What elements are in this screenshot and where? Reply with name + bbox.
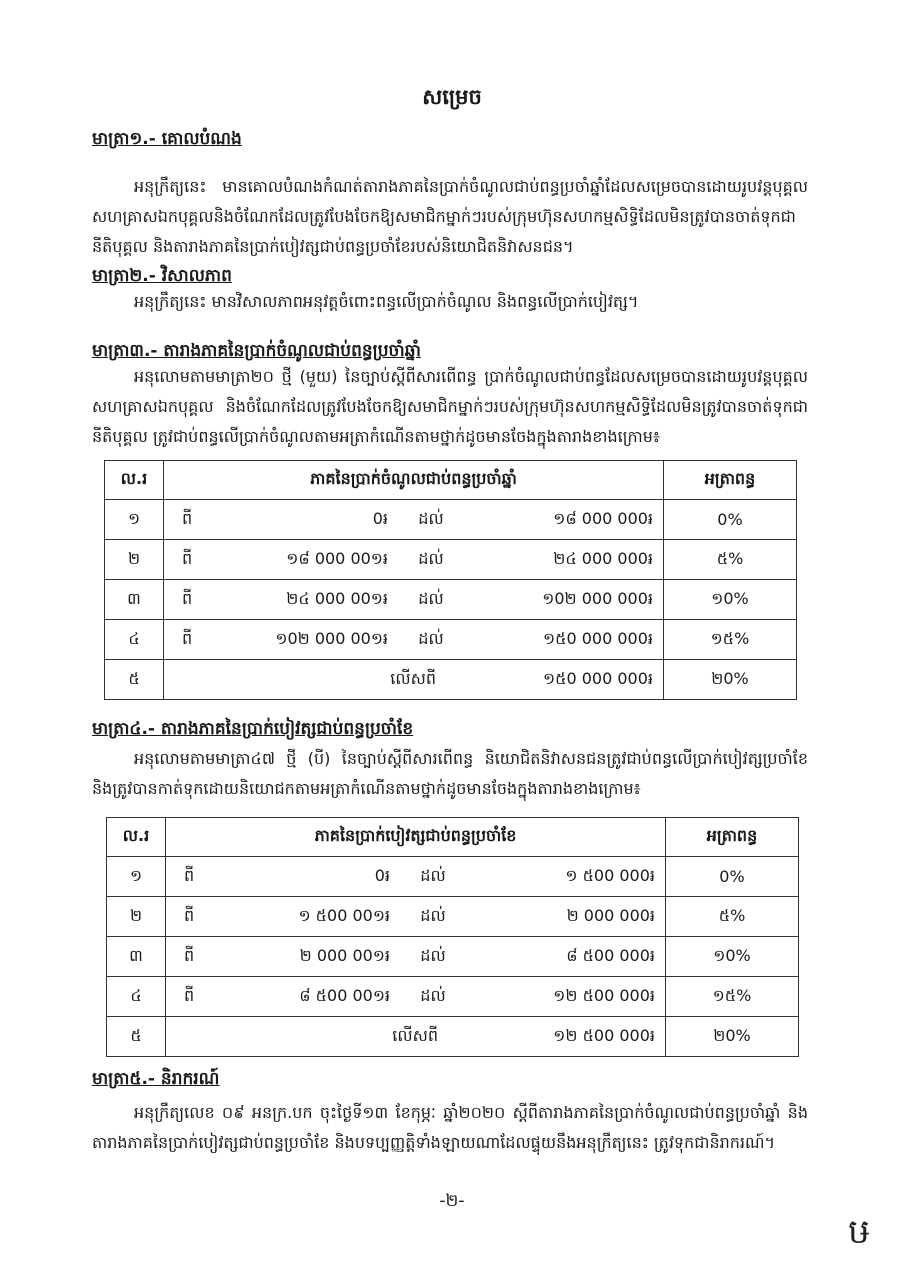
row-no: ១	[107, 857, 166, 897]
table-header-row	[105, 461, 797, 500]
table-row	[107, 897, 799, 937]
article-1-text	[92, 172, 808, 262]
row-min: ២៤ 000 00១៛	[208, 580, 396, 620]
row-from: ពី	[166, 857, 211, 897]
table-row	[105, 580, 797, 620]
row-to: ដល់	[396, 500, 466, 540]
row-no: ២	[105, 540, 164, 580]
article-2-text	[92, 287, 808, 317]
row-to: ដល់	[396, 580, 466, 620]
table-row	[107, 857, 799, 897]
table-row	[105, 660, 797, 700]
row-rate: 0%	[666, 857, 799, 897]
row-max: ១៥0 000 000៛	[466, 660, 664, 700]
page-number: -២-	[439, 1191, 465, 1211]
header-range: ភាគនៃប្រាក់ចំណូលជាប់ពន្ធប្រចាំឆ្នាំ	[164, 461, 664, 500]
row-max: ៨ ៥00 000៛	[468, 937, 666, 977]
header-range: ភាគនៃប្រាក់បៀវត្សជាប់ពន្ធប្រចាំខែ	[166, 818, 666, 857]
article-5-body: អនុក្រឹត្យលេខ ០៩ អនក្រ.បក ចុះថ្ងៃទី១៣ ខែកុម្ភៈ ឆ្នាំ២០២០ ស្តីពីតារាងភាគនៃប្រាក់ចំណូលជាប់ពន្ធប្រចាំឆ្នាំ និងតារាងភាគនៃប្រាក់បៀវត្សជាប់ពន្ធប្រចាំខែ និងបទប្បញ្ញត្តិទាំងឡាយណាដែលផ្ទុយនឹងអនុក្រឹត្យនេះ ត្រូវទុកជានិរាករណ៍។	[92, 1103, 808, 1152]
row-max: ១ ៥00 000៛	[468, 857, 666, 897]
row-over: លើសពី	[166, 1017, 469, 1057]
row-from: ពី	[166, 977, 211, 1017]
row-min: 0៛	[208, 500, 396, 540]
row-min: 0៛	[210, 857, 398, 897]
article-1-body: អនុក្រឹត្យនេះ មានគោលបំណងកំណត់តារាងភាគនៃប្រាក់ចំណូលជាប់ពន្ធប្រចាំឆ្នាំដែលសម្រេចបានដោយរូបវន្តបុគ្គល សហគ្រាសឯកបុគ្គលនិងចំណែកដែលត្រូវបែងចែកឱ្យសមាជិកម្នាក់ៗរបស់ក្រុមហ៊ុនសហកម្មសិទ្ធិដែលមិនត្រូវបានចាត់ទុកជានីតិបុគ្គល និងតារាងភាគនៃប្រាក់បៀវត្សជាប់ពន្ធប្រចាំខែរបស់និយោជិតនិវាសនជន។	[92, 177, 808, 256]
page-title: សម្រេច	[422, 85, 482, 109]
row-rate: ១0%	[666, 937, 799, 977]
row-max: ១៨ 000 000៛	[466, 500, 664, 540]
row-rate: ១៥%	[664, 620, 797, 660]
row-rate: ២0%	[666, 1017, 799, 1057]
article-5-heading: មាត្រា៥.- និរាករណ៍	[92, 1069, 220, 1089]
row-rate: ១0%	[664, 580, 797, 620]
article-4-body: អនុលោមតាមមាត្រា៤៧ ថ្មី (បី) នៃច្បាប់ស្តីពីសារពើពន្ធ និយោជិតនិវាសនជនត្រូវជាប់ពន្ធលើប្រាក់បៀវត្សប្រចាំខែ និងត្រូវបានកាត់ទុកដោយនិយោជកតាមអត្រាកំណើនតាមថ្នាក់ដូចមានចែងក្នុងតារាងខាងក្រោម៖	[92, 749, 808, 798]
row-to: ដល់	[398, 857, 468, 897]
row-max: ១0២ 000 000៛	[466, 580, 664, 620]
row-max: ១២ ៥00 000៛	[468, 977, 666, 1017]
table-row	[105, 500, 797, 540]
header-rate: អត្រាពន្ធ	[664, 461, 797, 500]
row-no: ៣	[105, 580, 164, 620]
row-rate: 0%	[664, 500, 797, 540]
article-3-body: អនុលោមតាមមាត្រា២០ ថ្មី (មួយ) នៃច្បាប់ស្តីពីសារពើពន្ធ ប្រាក់ចំណូលជាប់ពន្ធដែលសម្រេចបានដោយរូបវន្តបុគ្គល សហគ្រាសឯកបុគ្គល និងចំណែកដែលត្រូវបែងចែកឱ្យសមាជិកម្នាក់ៗរបស់ក្រុមហ៊ុនសហកម្មសិទ្ធិដែលមិនត្រូវបានចាត់ទុកជានីតិបុគ្គល ត្រូវជាប់ពន្ធលើប្រាក់ចំណូលតាមអត្រាកំណើនតាមថ្នាក់ដូចមានចែងក្នុងតារាងខាងក្រោម៖	[92, 367, 808, 446]
row-from: ពី	[166, 937, 211, 977]
row-rate: ២0%	[664, 660, 797, 700]
header-rate: អត្រាពន្ធ	[666, 818, 799, 857]
table-row	[107, 977, 799, 1017]
row-to: ដល់	[398, 977, 468, 1017]
row-no: ៤	[105, 620, 164, 660]
row-over: លើសពី	[164, 660, 467, 700]
row-no: ៥	[105, 660, 164, 700]
row-min: ២ 000 00១៛	[210, 937, 398, 977]
row-no: ៣	[107, 937, 166, 977]
row-from: ពី	[164, 620, 209, 660]
article-1-heading: មាត្រា១.- គោលបំណង	[92, 129, 242, 149]
row-rate: ១៥%	[666, 977, 799, 1017]
row-no: ៤	[107, 977, 166, 1017]
row-no: ១	[105, 500, 164, 540]
article-5-text	[92, 1098, 808, 1158]
row-min: ១ ៥00 00១៛	[210, 897, 398, 937]
row-rate: ៥%	[664, 540, 797, 580]
row-max: ២៤ 000 000៛	[466, 540, 664, 580]
header-no: ល.រ	[107, 818, 166, 857]
row-from: ពី	[164, 500, 209, 540]
row-from: ពី	[164, 540, 209, 580]
row-to: ដល់	[396, 620, 466, 660]
row-rate: ៥%	[666, 897, 799, 937]
row-from: ពី	[166, 897, 211, 937]
article-3-text	[92, 362, 808, 452]
row-min: ១0២ 000 00១៛	[208, 620, 396, 660]
article-4-heading: មាត្រា៤.- តារាងភាគនៃប្រាក់បៀវត្សជាប់ពន្ធប្រចាំខែ	[92, 719, 414, 739]
monthly-salary-tax-table	[106, 817, 799, 1057]
table-row	[107, 937, 799, 977]
row-to: ដល់	[396, 540, 466, 580]
table-row	[105, 620, 797, 660]
table-header-row	[107, 818, 799, 857]
table-row	[105, 540, 797, 580]
row-min: ១៨ 000 00១៛	[208, 540, 396, 580]
row-max: ១៥0 000 000៛	[466, 620, 664, 660]
article-3-heading: មាត្រា៣.- តារាងភាគនៃប្រាក់ចំណូលជាប់ពន្ធប្រចាំឆ្នាំ	[92, 341, 421, 361]
row-max: ១២ ៥00 000៛	[468, 1017, 666, 1057]
article-2-body: អនុក្រឹត្យនេះ មានវិសាលភាពអនុវត្តចំពោះពន្ធលើប្រាក់ចំណូល និងពន្ធលើប្រាក់បៀវត្ស។	[134, 292, 639, 311]
row-max: ២ 000 000៛	[468, 897, 666, 937]
row-from: ពី	[164, 580, 209, 620]
row-to: ដល់	[398, 897, 468, 937]
handwritten-initial: ឞ	[848, 1212, 870, 1252]
header-no: ល.រ	[105, 461, 164, 500]
row-no: ២	[107, 897, 166, 937]
article-4-text	[92, 744, 808, 804]
table-row	[107, 1017, 799, 1057]
annual-income-tax-table	[104, 460, 797, 700]
article-2-heading: មាត្រា២.- វិសាលភាព	[92, 266, 232, 286]
row-no: ៥	[107, 1017, 166, 1057]
row-min: ៨ ៥00 00១៛	[210, 977, 398, 1017]
row-to: ដល់	[398, 937, 468, 977]
